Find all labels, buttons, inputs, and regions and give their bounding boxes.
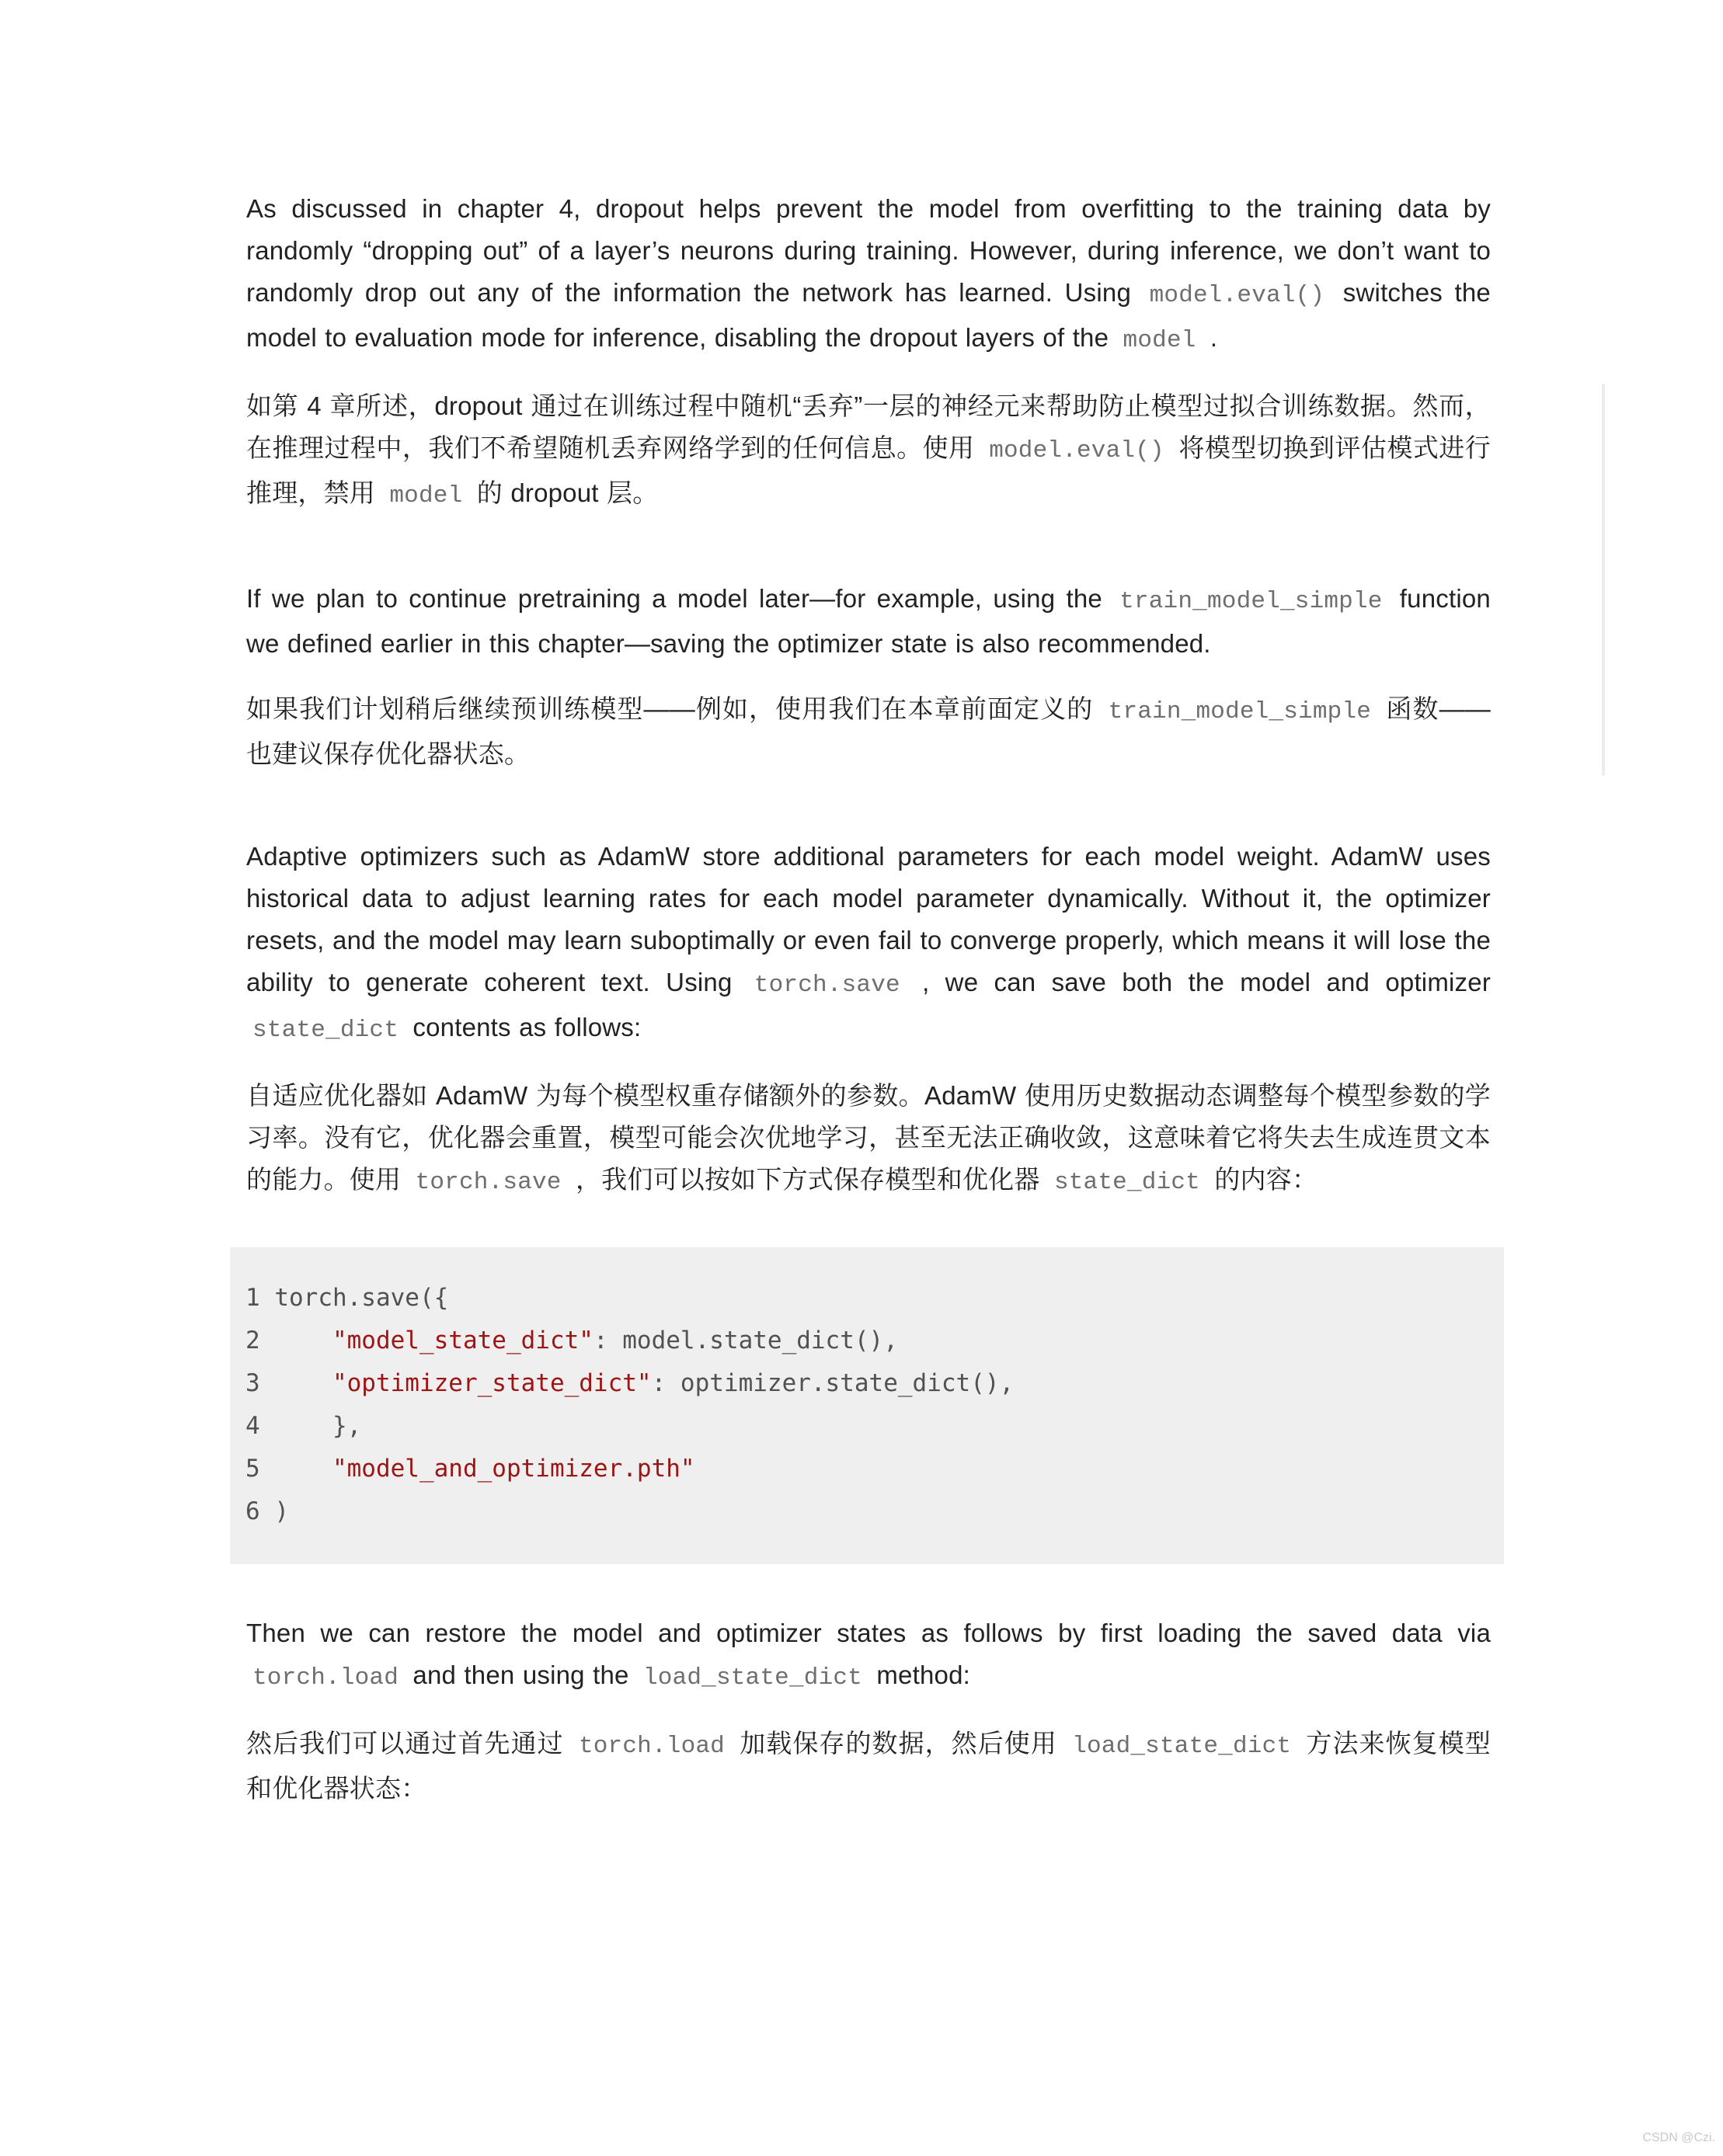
- code-block-torch-save: [230, 1247, 1504, 1564]
- code-text: [274, 1327, 332, 1354]
- inline-code-torch-load: torch.load: [578, 1733, 725, 1760]
- code-text: },: [274, 1412, 362, 1440]
- inline-code-torch-save: torch.save: [754, 972, 900, 999]
- inline-code-load-state-dict: load_state_dict: [642, 1664, 862, 1692]
- text-run: If we plan to continue pretraining a model later—for example, using the: [246, 584, 1114, 613]
- text-run: method:: [868, 1660, 970, 1689]
- text-run: 将模型切换到评估模式进行推理，禁用: [246, 433, 1491, 507]
- paragraph-en-dropout: [246, 188, 1491, 362]
- inline-code-load-state-dict: load_state_dict: [1072, 1733, 1292, 1760]
- code-line: [245, 1490, 1481, 1533]
- text-run: 的内容：: [1206, 1165, 1318, 1194]
- text-run: contents as follows:: [405, 1013, 642, 1041]
- code-text: [274, 1455, 332, 1483]
- line-number: 6: [245, 1497, 260, 1525]
- code-line: [245, 1405, 1481, 1448]
- inline-code-model: model: [1123, 327, 1196, 354]
- code-line: [245, 1362, 1481, 1405]
- paragraph-en-restore: [246, 1612, 1491, 1699]
- text-run: 方法来恢复模型和优化器状态：: [246, 1729, 1491, 1803]
- line-number: 4: [245, 1412, 260, 1440]
- inline-code-model: model: [389, 482, 463, 509]
- inline-code-torch-save: torch.save: [415, 1169, 562, 1196]
- text-run: , we can save both the model and optimizer: [906, 968, 1492, 996]
- code-text: : model.state_dict(),: [593, 1327, 898, 1354]
- code-string-literal: "model_state_dict": [332, 1327, 593, 1354]
- line-number: 1: [245, 1284, 260, 1312]
- paragraph-zh-restore: [246, 1723, 1491, 1810]
- watermark: CSDN @Czi.: [1642, 2131, 1715, 2144]
- text-run: and then using the: [405, 1660, 637, 1689]
- line-number: 3: [245, 1369, 260, 1397]
- text-run: ，我们可以按如下方式保存模型和优化器: [567, 1165, 1048, 1194]
- code-string-literal: "optimizer_state_dict": [332, 1369, 652, 1397]
- paragraph-zh-adamw: [246, 1075, 1491, 1204]
- text-run: 函数——也建议保存优化器状态。: [246, 694, 1491, 768]
- code-line: [245, 1448, 1481, 1490]
- paragraph-en-adamw: [246, 836, 1491, 1052]
- text-run: 加载保存的数据，然后使用: [730, 1729, 1067, 1758]
- text-run: 如第 4 章所述，dropout 通过在训练过程中随机“丢弃”一层的神经元来帮助防止模型过拟合训练数据。然而，在推理过程中，我们不希望随机丢弃网络学到的任何信息。使用: [246, 391, 1491, 462]
- code-text: [274, 1369, 332, 1397]
- document-body: [246, 0, 1491, 1810]
- text-run: 然后我们可以通过首先通过: [246, 1729, 573, 1758]
- inline-code-model-eval: model.eval(): [989, 437, 1164, 464]
- line-number: 2: [245, 1327, 260, 1354]
- inline-code-model-eval: model.eval(): [1149, 282, 1325, 309]
- paragraph-zh-pretraining: [246, 688, 1491, 775]
- text-run: 自适应优化器如 AdamW 为每个模型权重存储额外的参数。AdamW 使用历史数据动态调整每个模型参数的学习率。没有它，优化器会重置，模型可能会次优地学习，甚至无法正确收敛，这意味着它将失去生成连贯文本的能力。使用: [246, 1081, 1491, 1194]
- inline-code-train-model-simple: train_model_simple: [1108, 698, 1372, 725]
- paragraph-en-pretraining: [246, 578, 1491, 665]
- text-run: function we defined earlier in this chapter—saving the optimizer state is also recommended.: [246, 584, 1491, 658]
- text-run: Then we can restore the model and optimizer states as follows by first loading the saved data via: [246, 1619, 1491, 1647]
- text-run: 如果我们计划稍后继续预训练模型——例如，使用我们在本章前面定义的: [246, 694, 1102, 723]
- code-line: [245, 1320, 1481, 1362]
- code-text: : optimizer.state_dict(),: [651, 1369, 1015, 1397]
- code-line: [245, 1277, 1481, 1320]
- inline-code-train-model-simple: train_model_simple: [1119, 588, 1383, 615]
- line-number: 5: [245, 1455, 260, 1483]
- text-run: .: [1202, 323, 1218, 352]
- text-run: 的 dropout 层。: [468, 478, 659, 507]
- paragraph-zh-dropout: [246, 385, 1491, 517]
- text-run: switches the model to evaluation mode for inference, disabling the dropout layers of the: [246, 278, 1491, 352]
- inline-code-torch-load: torch.load: [252, 1664, 399, 1692]
- code-text: ): [274, 1497, 289, 1525]
- inline-code-state-dict: state_dict: [252, 1017, 399, 1044]
- text-run: As discussed in chapter 4, dropout helps prevent the model from overfitting to the training data by randomly “dropping out” of a layer’s neurons during training. However, during inference, we don’t want to randomly drop out any of the information the network has learned. Using: [246, 194, 1491, 307]
- text-run: Adaptive optimizers such as AdamW store additional parameters for each model weight. AdamW uses historical data to adjust learning rates for each model parameter dynamically. Without it, the optimizer resets, and the model may learn suboptimally or even fail to converge properly, which means it will lose the ability to generate coherent text. Using: [246, 842, 1491, 996]
- scrollbar-thumb[interactable]: [1602, 384, 1605, 776]
- code-text: torch.save({: [274, 1284, 449, 1312]
- inline-code-state-dict: state_dict: [1053, 1169, 1200, 1196]
- code-string-literal: "model_and_optimizer.pth": [332, 1455, 695, 1483]
